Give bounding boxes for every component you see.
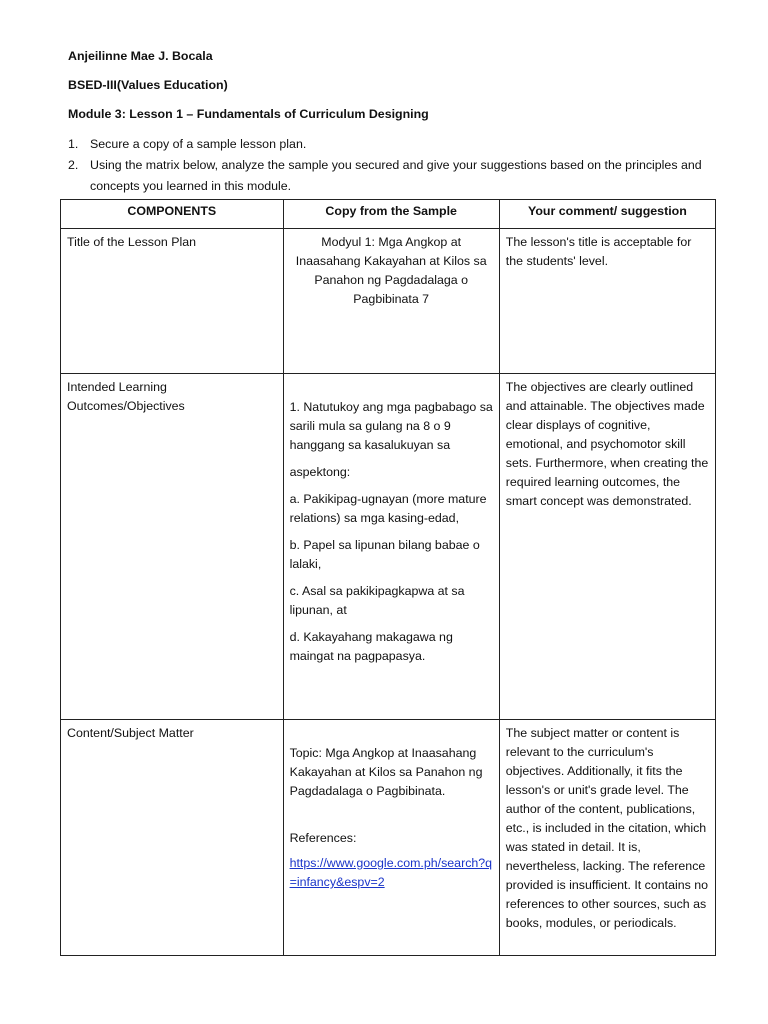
instruction-item: [68, 134, 728, 155]
objective-paragraph: a. Pakikipag-ugnayan (more mature relations) sa mga kasing-edad,: [289, 492, 487, 525]
table-row: [61, 720, 716, 956]
comment-cell: The objectives are clearly outlined and attainable. The objectives made clear displays of cognitive, emotional, and psychomotor skill sets. Furthermore, when creating the required learning outcomes, the smart concept was demonstrated.: [499, 374, 715, 720]
objective-paragraph: 1. Natutukoy ang mga pagbabago sa sarili mula sa gulang na 8 o 9 hanggang sa kasalukuyan sa: [289, 400, 493, 452]
table-row: [61, 374, 716, 720]
analysis-matrix: [60, 199, 716, 956]
sample-cell: [283, 374, 499, 720]
module-title: Module 3: Lesson 1 – Fundamentals of Curriculum Designing: [68, 107, 429, 121]
objective-paragraph: d. Kakayahang makagawa ng maingat na pagpapasya.: [289, 630, 453, 663]
reference-link[interactable]: https://www.google.com.ph/search?q=infancy&espv=2: [289, 856, 493, 889]
references-label: References:: [289, 831, 357, 845]
topic-text: Topic: Mga Angkop at Inaasahang Kakayahan at Kilos sa Panahon ng Pagdadalaga o Pagbibinata.: [289, 746, 483, 798]
header-sample: Copy from the Sample: [283, 200, 499, 229]
instruction-text: Secure a copy of a sample lesson plan.: [90, 137, 307, 151]
objective-paragraph: b. Papel sa lipunan bilang babae o lalaki,: [289, 538, 480, 571]
table-row: [61, 229, 716, 374]
sample-cell: [283, 720, 499, 956]
component-cell: Title of the Lesson Plan: [61, 229, 284, 374]
course-label: BSED-III(Values Education): [68, 78, 228, 92]
header-comment: Your comment/ suggestion: [499, 200, 715, 229]
table-header-row: [61, 200, 716, 229]
comment-cell: The subject matter or content is relevant to the curriculum's objectives. Additionally, it fits the lesson's or unit's grade level. The author of the content, publications, etc., is included in the citation, which was stated in detail. It is, nevertheless, lacking. The reference provided is insufficient. It contains no references to other sources, such as books, modules, or periodicals.: [499, 720, 715, 956]
instruction-text: Using the matrix below, analyze the sample you secured and give your suggestions based on the principles and concepts you learned in this module.: [90, 158, 702, 193]
instruction-item: [68, 155, 728, 197]
objective-paragraph: aspektong:: [289, 465, 351, 479]
header-components: COMPONENTS: [61, 200, 284, 229]
comment-cell: The lesson's title is acceptable for the students' level.: [499, 229, 715, 374]
objective-paragraph: c. Asal sa pakikipagkapwa at sa lipunan, at: [289, 584, 465, 617]
sample-cell: Modyul 1: Mga Angkop at Inaasahang Kakayahan at Kilos sa Panahon ng Pagdadalaga o Pagbibinata 7: [283, 229, 499, 374]
instructions-list: [68, 134, 728, 197]
instruction-number: 1.: [68, 137, 79, 151]
component-cell: Content/Subject Matter: [61, 720, 284, 956]
component-cell: Intended Learning Outcomes/Objectives: [61, 374, 284, 720]
instruction-number: 2.: [68, 158, 79, 172]
student-name: Anjeilinne Mae J. Bocala: [68, 49, 213, 63]
